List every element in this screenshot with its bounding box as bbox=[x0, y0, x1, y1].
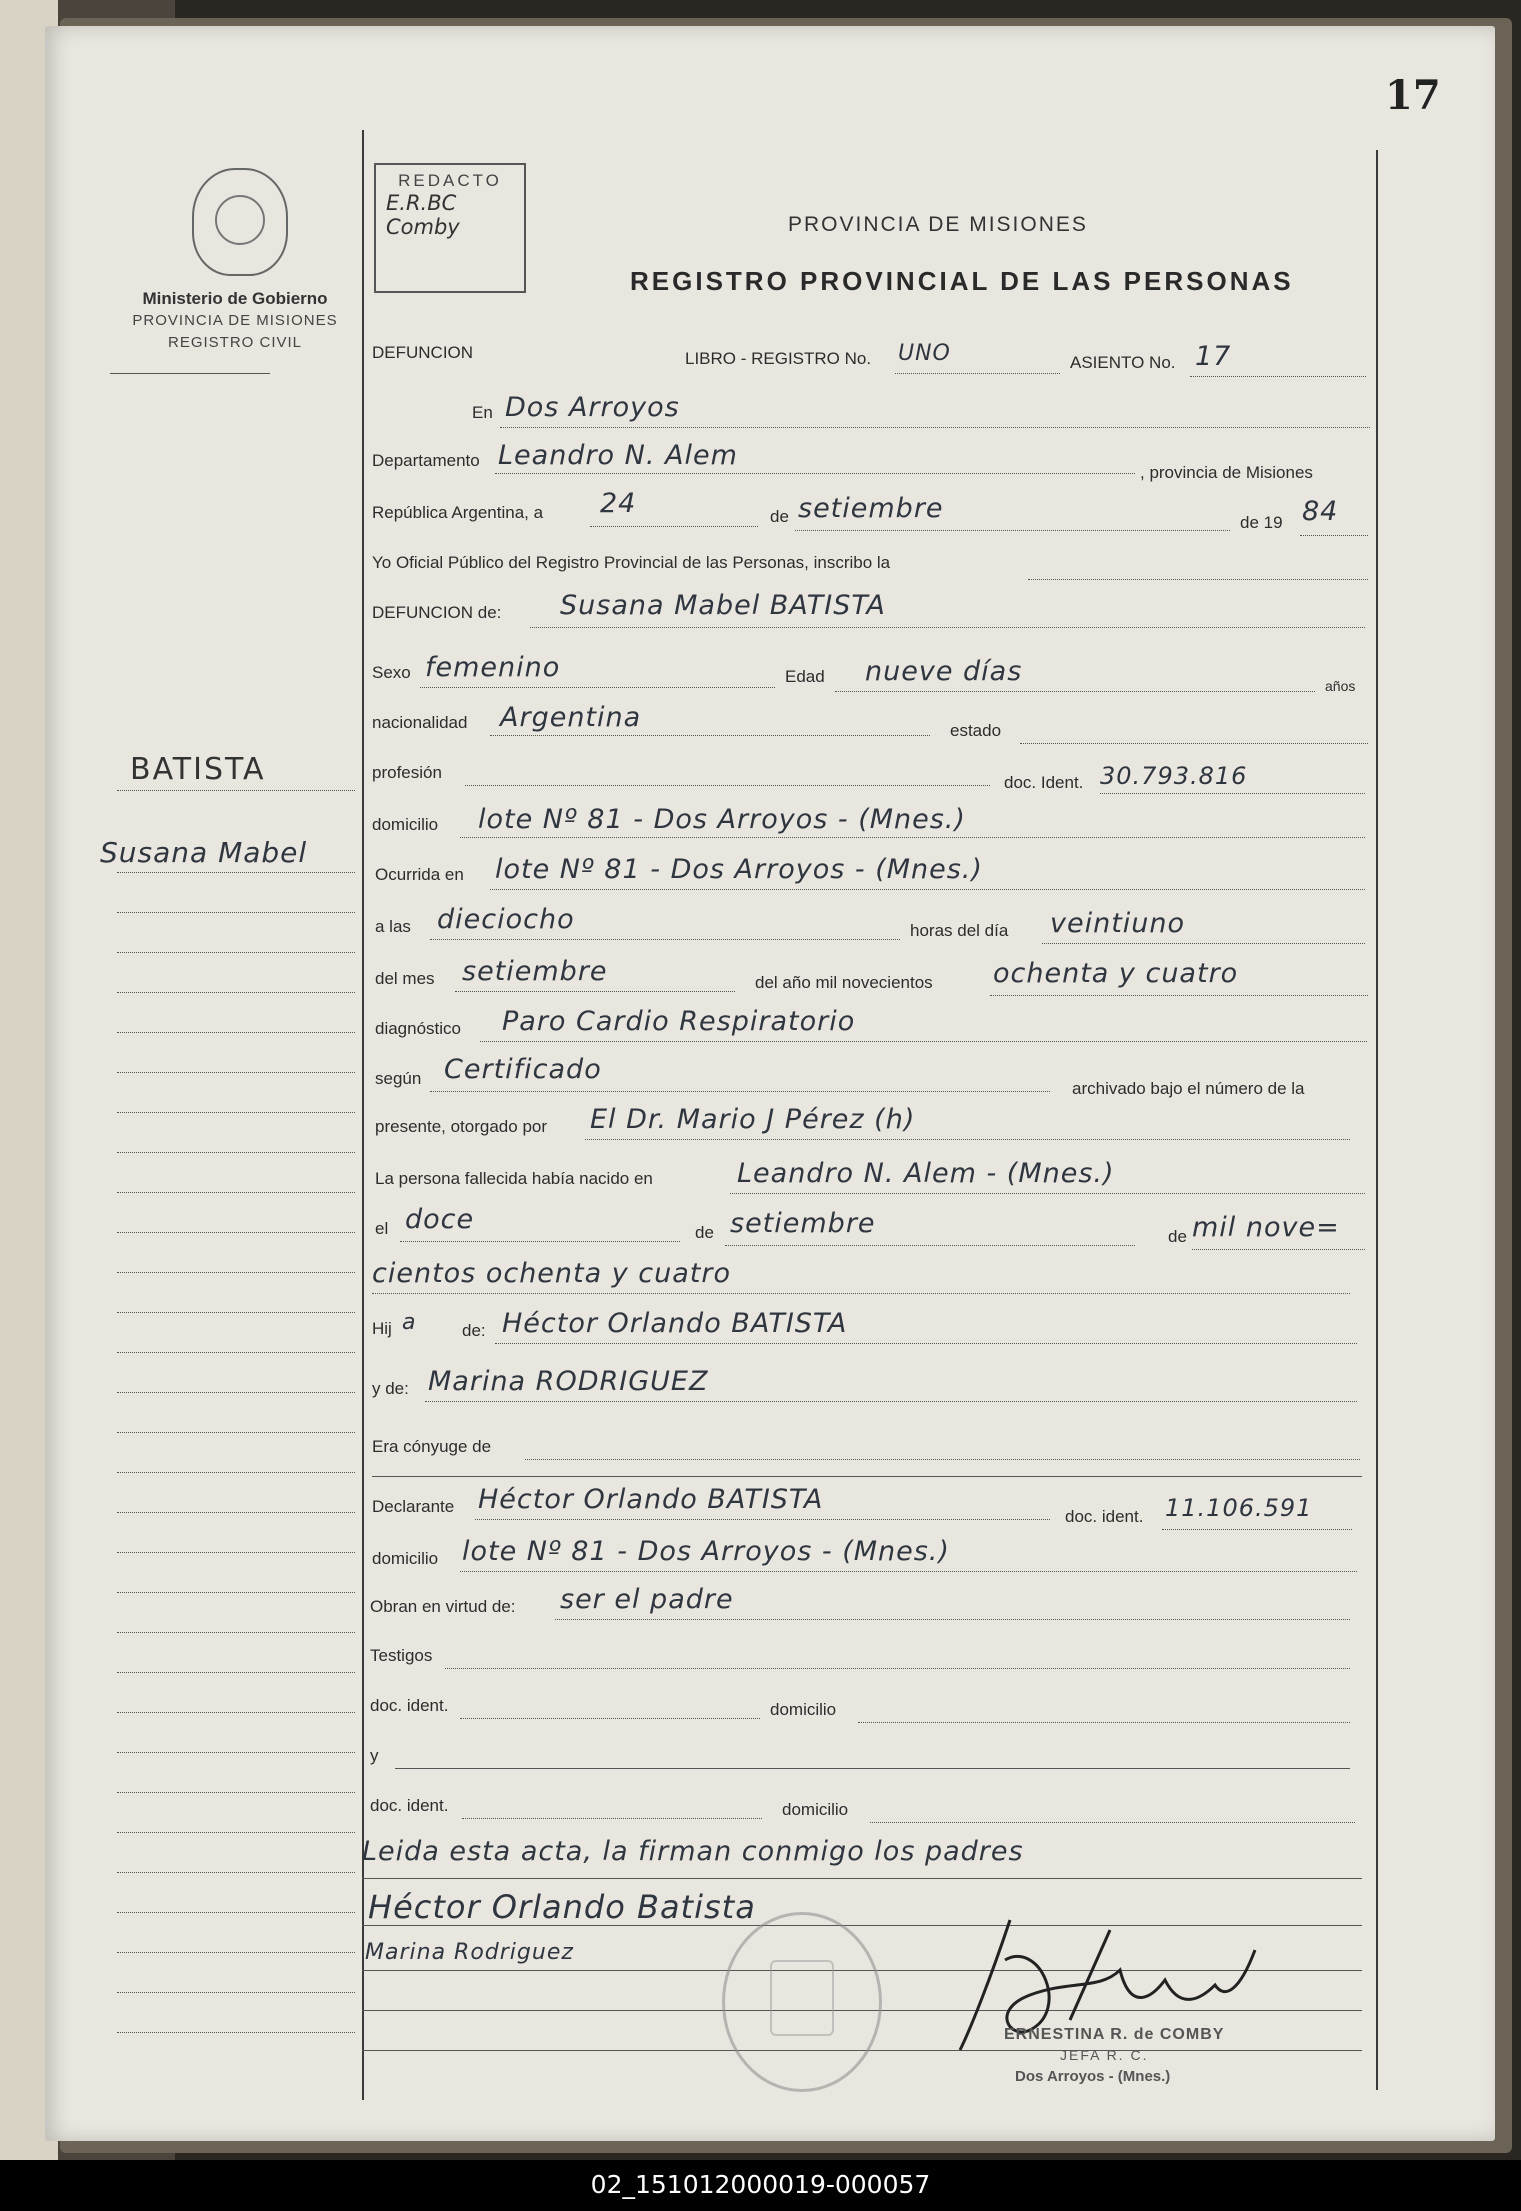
registry-civil: REGISTRO CIVIL bbox=[167, 334, 303, 351]
side-rule bbox=[110, 373, 270, 374]
segun-value: Certificado bbox=[444, 1054, 602, 1085]
official-place: Dos Arroyos - (Mnes.) bbox=[1015, 2068, 1171, 2085]
province-name: PROVINCIA DE MISIONES bbox=[132, 312, 338, 329]
signature-1: Héctor Orlando Batista bbox=[368, 1888, 756, 1926]
year-value: 84 bbox=[1302, 496, 1339, 527]
nacionalidad-label: nacionalidad bbox=[372, 713, 468, 732]
side-rule bbox=[117, 1072, 355, 1073]
side-rule bbox=[117, 1752, 355, 1753]
domicilio-1-field bbox=[858, 1687, 1350, 1723]
domicilio-2-field bbox=[870, 1787, 1355, 1823]
el-value: doce bbox=[405, 1204, 475, 1235]
side-given-names: Susana Mabel bbox=[100, 836, 308, 869]
ministry-heading bbox=[110, 288, 360, 354]
del-mes-value: setiembre bbox=[462, 956, 608, 987]
declarante-doc-value: 11.106.591 bbox=[1165, 1494, 1313, 1522]
doc-ident-1-field bbox=[460, 1683, 760, 1719]
declarante-label: Declarante bbox=[372, 1497, 455, 1516]
conyuge-rule-2 bbox=[372, 1476, 1362, 1477]
side-rule bbox=[117, 1392, 355, 1393]
conyuge-label: Era cónyuge de bbox=[372, 1437, 492, 1456]
nacido-value: Leandro N. Alem - (Mnes.) bbox=[737, 1158, 1115, 1189]
side-rule bbox=[117, 1272, 355, 1273]
official-role: JEFA R. C. bbox=[1060, 2047, 1149, 2063]
redacto-label: REDACTO bbox=[398, 171, 502, 190]
year-label: de 19 bbox=[1240, 513, 1283, 532]
side-rule bbox=[117, 1712, 355, 1713]
de-mil-label: de bbox=[1168, 1227, 1187, 1246]
signature-2: Marina Rodriguez bbox=[365, 1940, 574, 1965]
provincia-label: , provincia de Misiones bbox=[1140, 463, 1313, 482]
anos-label: años bbox=[1325, 678, 1356, 694]
testigos-field bbox=[445, 1633, 1350, 1669]
oficial-field bbox=[1028, 544, 1368, 580]
left-margin-line bbox=[362, 130, 364, 2100]
side-rule bbox=[117, 1312, 355, 1313]
ocurrida-label: Ocurrida en bbox=[375, 865, 464, 884]
official-name: ERNESTINA R. de COMBY bbox=[1004, 2026, 1225, 2043]
side-rule bbox=[117, 790, 355, 791]
closing-text: Leida esta acta, la firman conmigo los padres bbox=[362, 1836, 1024, 1867]
estado-label: estado bbox=[950, 721, 1002, 740]
domicilio-label: domicilio bbox=[372, 815, 439, 834]
side-rule bbox=[117, 1872, 355, 1873]
conyuge-field bbox=[525, 1424, 1360, 1460]
side-rule bbox=[117, 952, 355, 953]
de-mil-value: mil nove= bbox=[1192, 1212, 1340, 1243]
side-rule bbox=[117, 1992, 355, 1993]
side-rule bbox=[117, 1552, 355, 1553]
del-ano-label: del año mil novecientos bbox=[755, 973, 933, 992]
stamp-emblem-icon bbox=[770, 1960, 834, 2036]
testigos-label: Testigos bbox=[370, 1646, 433, 1665]
ocurrida-value: lote Nº 81 - Dos Arroyos - (Mnes.) bbox=[495, 854, 983, 885]
side-rule bbox=[117, 1672, 355, 1673]
side-rule bbox=[117, 1232, 355, 1233]
y-de-value: Marina RODRIGUEZ bbox=[428, 1366, 709, 1397]
declarante-value: Héctor Orlando BATISTA bbox=[478, 1484, 824, 1515]
horas-value: veintiuno bbox=[1050, 908, 1186, 939]
estado-field bbox=[1020, 708, 1368, 744]
hija-label: Hij bbox=[372, 1319, 392, 1338]
libro-value: UNO bbox=[898, 341, 951, 366]
sexo-label: Sexo bbox=[372, 663, 411, 682]
en-label: En bbox=[472, 403, 493, 422]
side-rule bbox=[117, 1952, 355, 1953]
obran-value: ser el padre bbox=[560, 1584, 734, 1615]
a-las-label: a las bbox=[375, 917, 411, 936]
side-rule bbox=[117, 992, 355, 993]
en-value: Dos Arroyos bbox=[505, 392, 680, 423]
side-rule bbox=[117, 872, 355, 873]
side-rule bbox=[117, 1432, 355, 1433]
asiento-value: 17 bbox=[1195, 341, 1232, 372]
registry-title: REGISTRO PROVINCIAL DE LAS PERSONAS bbox=[630, 266, 1294, 296]
image-caption: 02_151012000019-000057 bbox=[590, 2170, 931, 2199]
del-ano-value: ochenta y cuatro bbox=[993, 958, 1239, 989]
asiento-label: ASIENTO No. bbox=[1070, 353, 1176, 372]
side-rule bbox=[117, 2032, 355, 2033]
profesion-label: profesión bbox=[372, 763, 442, 782]
day-value: 24 bbox=[600, 488, 637, 519]
side-rule bbox=[117, 1192, 355, 1193]
sexo-value: femenino bbox=[425, 652, 561, 683]
doc-ident-2-field bbox=[462, 1783, 762, 1819]
redacto-line-1: E.R.BC bbox=[386, 191, 457, 215]
archivado-label: archivado bajo el número de la bbox=[1072, 1079, 1305, 1098]
y-label: y bbox=[370, 1746, 379, 1765]
de-setiembre-value: setiembre bbox=[730, 1208, 876, 1239]
edad-value: nueve días bbox=[865, 656, 1023, 687]
side-surname: BATISTA bbox=[130, 752, 266, 787]
presente-label: presente, otorgado por bbox=[375, 1117, 548, 1136]
side-rule bbox=[117, 1632, 355, 1633]
side-rule bbox=[117, 1112, 355, 1113]
page-number: 17 bbox=[1385, 72, 1441, 119]
doc-ident-1-label: doc. ident. bbox=[370, 1696, 449, 1715]
side-rule bbox=[117, 1832, 355, 1833]
hija-de-value: Héctor Orlando BATISTA bbox=[502, 1308, 848, 1339]
departamento-label: Departamento bbox=[372, 451, 480, 470]
hija-de-label: de: bbox=[462, 1321, 486, 1340]
doc-ident-value: 30.793.816 bbox=[1100, 762, 1248, 790]
republica-label: República Argentina, a bbox=[372, 503, 544, 522]
diagnostico-label: diagnóstico bbox=[375, 1019, 462, 1038]
doc-ident-label: doc. Ident. bbox=[1004, 773, 1084, 792]
side-rule bbox=[117, 1592, 355, 1593]
oficial-text: Yo Oficial Público del Registro Provincial de las Personas, inscribo la bbox=[372, 553, 891, 572]
de-label: de bbox=[770, 507, 789, 526]
declarante-dom-label: domicilio bbox=[372, 1549, 439, 1568]
defuncion-de-label: DEFUNCION de: bbox=[372, 603, 502, 622]
del-mes-label: del mes bbox=[375, 969, 435, 988]
hija-suffix: a bbox=[402, 1310, 417, 1335]
domicilio-1-label: domicilio bbox=[770, 1700, 837, 1719]
side-rule bbox=[117, 1512, 355, 1513]
edad-label: Edad bbox=[785, 667, 825, 686]
a-las-value: dieciocho bbox=[437, 904, 575, 935]
y-field bbox=[395, 1768, 1350, 1769]
el-label: el bbox=[375, 1219, 389, 1238]
month-value: setiembre bbox=[798, 493, 944, 524]
right-margin-line bbox=[1376, 150, 1378, 2090]
side-rule bbox=[117, 1032, 355, 1033]
defuncion-de-value: Susana Mabel BATISTA bbox=[560, 590, 886, 621]
nacido-label: La persona fallecida había nacido en bbox=[375, 1169, 653, 1188]
y-de-label: y de: bbox=[372, 1379, 409, 1398]
ministry-name: Ministerio de Gobierno bbox=[142, 289, 328, 308]
side-rule bbox=[117, 1152, 355, 1153]
redacto-stamp-box bbox=[374, 163, 526, 293]
province-title: PROVINCIA DE MISIONES bbox=[788, 213, 1088, 236]
presente-value: El Dr. Mario J Pérez (h) bbox=[590, 1104, 916, 1135]
declarante-doc-label: doc. ident. bbox=[1065, 1507, 1144, 1526]
seal-emblem-icon bbox=[215, 195, 265, 245]
record-type-label: DEFUNCION bbox=[372, 343, 474, 362]
side-rule bbox=[117, 1352, 355, 1353]
doc-ident-2-label: doc. ident. bbox=[370, 1796, 449, 1815]
diagnostico-value: Paro Cardio Respiratorio bbox=[502, 1006, 856, 1037]
redacto-line-2: Comby bbox=[386, 215, 460, 239]
cientos-value: cientos ochenta y cuatro bbox=[372, 1258, 732, 1289]
de-setiembre-label: de bbox=[695, 1223, 714, 1242]
segun-label: según bbox=[375, 1069, 422, 1088]
obran-label: Obran en virtud de: bbox=[370, 1597, 516, 1616]
side-rule bbox=[117, 1912, 355, 1913]
declarante-dom-value: lote Nº 81 - Dos Arroyos - (Mnes.) bbox=[462, 1536, 950, 1567]
domicilio-value: lote Nº 81 - Dos Arroyos - (Mnes.) bbox=[478, 804, 966, 835]
profesion-field bbox=[465, 750, 990, 786]
horas-label: horas del día bbox=[910, 921, 1009, 940]
departamento-value: Leandro N. Alem bbox=[498, 440, 738, 471]
libro-label: LIBRO - REGISTRO No. bbox=[685, 349, 872, 368]
side-rule bbox=[117, 912, 355, 913]
side-rule bbox=[117, 1472, 355, 1473]
domicilio-2-label: domicilio bbox=[782, 1800, 849, 1819]
side-rule bbox=[117, 1792, 355, 1793]
closing-rule bbox=[362, 1878, 1362, 1879]
nacionalidad-value: Argentina bbox=[500, 702, 642, 733]
